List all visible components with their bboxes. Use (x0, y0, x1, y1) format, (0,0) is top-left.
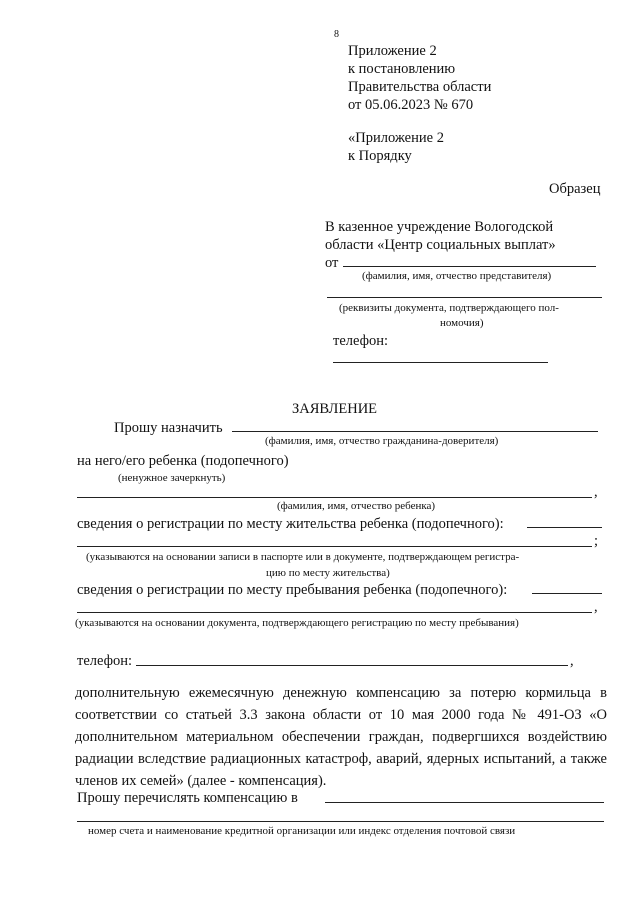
appendix-line-4: от 05.06.2023 № 670 (348, 97, 474, 113)
compensation-paragraph: дополнительную ежемесячную денежную компенсацию за потерю кормильца в соответствии со статьей 3.3 закона области от 10 мая 2000 года № 491-ОЗ «О дополнительном материальном обеспечении граждан, подвергшихся воздействию радиации вследствие радиационных катастроф, аварий, ядерных испытаний, а также членов их семей» (далее - компенсация). (75, 685, 607, 789)
residence-label: сведения о регистрации по месту жительства ребенка (подопечного): (77, 516, 504, 532)
strike-hint: (ненужное зачеркнуть) (118, 472, 226, 484)
phone-comma: , (570, 653, 574, 669)
representative-phone-field[interactable] (333, 362, 548, 363)
from-label: от (325, 255, 339, 271)
transfer-destination-field[interactable] (325, 802, 604, 803)
authority-document-hint-1: (реквизиты документа, подтверждающего пол- (339, 302, 559, 314)
sample-label: Образец (549, 181, 601, 197)
residence-semicolon: ; (594, 533, 599, 549)
representative-phone-label: телефон: (333, 333, 389, 349)
residence-hint-1: (указываются на основании записи в паспорте или в документе, подтверждающем регистра- (86, 551, 520, 563)
stay-comma: , (594, 599, 598, 615)
transfer-label: Прошу перечислять компенсацию в (77, 790, 298, 806)
account-hint: номер счета и наименование кредитной организации или индекс отделения почтовой связи (88, 825, 516, 837)
appendix-line-1: Приложение 2 (348, 43, 437, 59)
child-name-comma: , (594, 484, 598, 500)
addressee-line-1: В казенное учреждение Вологодской (325, 219, 554, 235)
appendix-line-6: к Порядку (348, 148, 412, 164)
trustee-name-hint: (фамилия, имя, отчество гражданина-доверителя) (265, 435, 499, 447)
addressee-line-2: области «Центр социальных выплат» (325, 237, 556, 253)
appendix-line-2: к постановлению (348, 61, 456, 77)
page-title: ЗАЯВЛЕНИЕ (292, 401, 378, 417)
residence-field-1[interactable] (527, 527, 602, 528)
residence-field-2[interactable] (77, 546, 592, 547)
stay-hint: (указываются на основании документа, подтверждающего регистрацию по месту пребывания) (75, 617, 519, 629)
child-name-field[interactable] (77, 497, 592, 498)
page-number: 8 (334, 29, 339, 40)
request-label: Прошу назначить (114, 420, 223, 436)
representative-name-field[interactable] (343, 266, 596, 267)
stay-field-1[interactable] (532, 593, 602, 594)
residence-hint-2: цию по месту жительства) (266, 567, 390, 579)
child-name-hint: (фамилия, имя, отчество ребенка) (277, 500, 436, 512)
phone-field[interactable] (136, 665, 568, 666)
representative-name-hint: (фамилия, имя, отчество представителя) (362, 270, 552, 282)
phone-label: телефон: (77, 653, 133, 669)
appendix-line-3: Правительства области (348, 79, 492, 95)
authority-document-field[interactable] (327, 297, 602, 298)
appendix-line-5: «Приложение 2 (348, 130, 444, 146)
trustee-name-field[interactable] (232, 431, 598, 432)
child-label: на него/его ребенка (подопечного) (77, 453, 289, 469)
account-field[interactable] (77, 821, 604, 822)
authority-document-hint-2: номочия) (440, 317, 484, 329)
stay-label: сведения о регистрации по месту пребывания ребенка (подопечного): (77, 582, 508, 598)
stay-field-2[interactable] (77, 612, 592, 613)
